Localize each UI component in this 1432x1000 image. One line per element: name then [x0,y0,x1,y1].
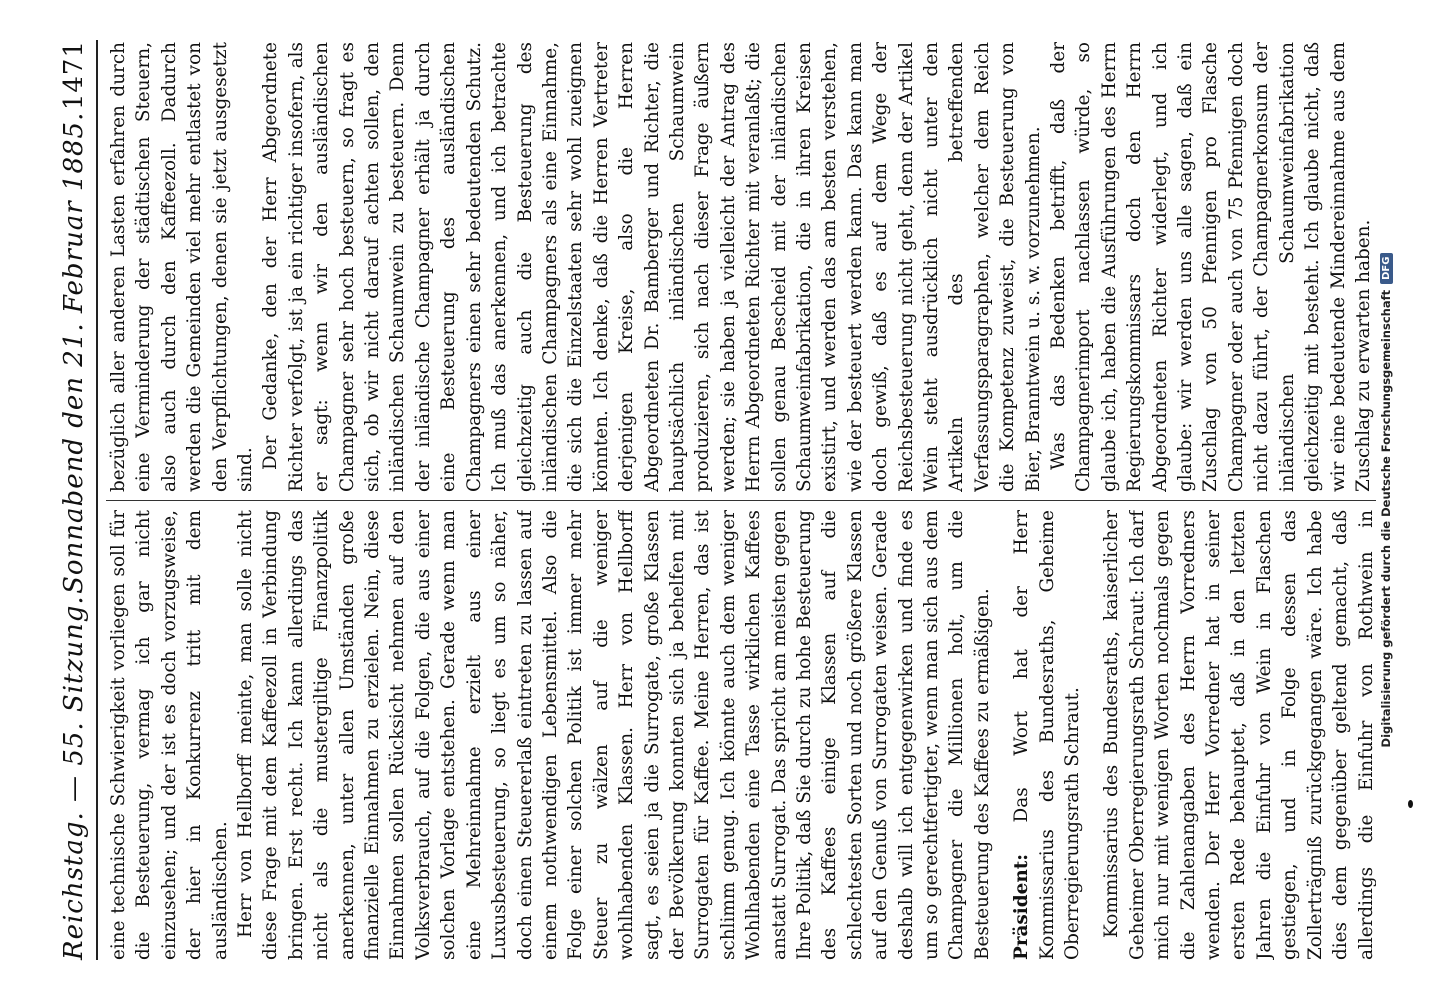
paragraph [106,42,258,492]
speaker-paragraph [1009,510,1085,960]
page-header [54,40,94,960]
right-column [106,42,1376,492]
paragraph-text: bezüglich aller anderen Lasten erfahren durch eine Verminderung der städtischen Steuern, also auch durch den Kaffeezoll. Dadurch werden die Gemeinden viel mehr entlastet von den Verpflichtungen, denen sie jetzt ausgesetzt sind. [108,42,257,492]
speaker-label: Präsident: [1011,854,1033,960]
scanned-page [46,30,1386,970]
column-divider [106,500,1376,501]
paragraph [106,510,233,960]
paragraph [1099,510,1376,960]
paragraph [258,42,1046,492]
scan-speck [1408,800,1413,808]
left-column [106,510,1376,960]
paragraph-gap [995,510,1009,960]
paragraph-text: Der Gedanke, den der Herr Abgeordnete Richter verfolgt, ist ja ein richtiger insofern, als er sagt: wenn wir den ausländischen Champagner sehr hoch besteuern, so fragt es sich, ob wir nicht darauf achten sollen, den inländischen Schaumwein zu besteuern. Denn der inländische Champagner erhält ja durch eine Besteuerung des ausländischen Champagners einen sehr bedeutenden Schutz. Ich muß das anerkennen, und ich betrachte gleichzeitig auch die Besteuerung des inländischen Champagners als eine Einnahme, die sich die Einzelstaaten sehr wohl zueignen könnten. Ich denke, daß die Herren Vertreter derjenigen Kreise, also die Herren Abgeordneten Dr. Bamberger und Richter, die hauptsächlich inländischen Schaumwein produzieren, sich nach dieser Frage äußern werden; sie haben ja vielleicht der Antrag des Herrn Abgeordneten Richter mit veranlaßt; die sollen genau Bescheid mit der inländischen Schaumweinfabrikation, die in ihren Kreisen existirt, und werden das am besten verstehen, wie der besteuert werden kann. Das kann man doch gewiß, daß es auf dem Wege der Reichsbesteuerung nicht geht, denn der Artikel Wein steht ausdrücklich nicht unter den Artikeln des betreffenden Verfassungsparagraphen, welcher dem Reich die Kompetenz zuweist, die Besteuerung von Bier, Branntwein u. s. w. vorzunehmen. [260,42,1044,492]
header-rule [96,40,98,960]
paragraph-text: Was das Bedenken betrifft, daß der Champagnerimport nachlassen würde, so glaube ich, haben die Ausführungen des Herrn Regierungskommissars doch den Herrn Abgeordneten Richter widerlegt, und ich glaube: wir werden uns alle sagen, daß ein Zuschlag von 50 Pfennigen pro Flasche Champagner oder auch von 75 Pfennigen doch nicht dazu führt, der Champagnerkonsum der inländischen Schaumweinfabrikation gleichzeitig mit besteht. Ich glaube nicht, daß wir eine bedeutende Mindereinnahme aus dem Zuschlag zu erwarten haben. [1048,42,1374,492]
header-section: Reichstag. — 55. Sitzung. [59,595,89,960]
digitization-credit [1371,50,1401,950]
paragraph [1046,42,1376,492]
credit-text: Digitalisierung gefördert durch die Deutsche Forschungsgemeinschaft [1379,289,1393,748]
paragraph [233,510,995,960]
paragraph-text: Kommissarius des Bundesraths, kaiserlicher Geheimer Oberregierungsrath Schraut: Ich darf mich nur mit wenigen Worten nochmals gegen die Zahlenangaben des Herrn Vorredners wenden. Der Herr Vorredner hat in seiner ersten Rede behauptet, daß in den letzten Jahren die Einfuhr von Wein in Flaschen gestiegen, und in Folge dessen das Zollerträgniß zurückgegangen wäre. Ich habe dies dem gegenüber geltend gemacht, daß allerdings die Einfuhr von Rothwein in [1101,510,1376,960]
paragraph-text: eine technische Schwierigkeit vorliegen soll für die Besteuerung, vermag ich gar nicht einzusehen; und der ist es doch vorzugsweise, der hier in Konkurrenz tritt mit dem ausländischen. [108,510,231,960]
dfg-logo: DFG [1380,253,1393,284]
header-date: Sonnabend den 21. Februar 1885. [59,111,89,594]
paragraph-text: Das Wort hat der Herr Kommissarius des Bundesraths, Geheime Oberregierungsrath Schraut. [1011,510,1084,960]
paragraph-gap [1085,510,1099,960]
paragraph-text: Herr von Hellborff meinte, man solle nicht diese Frage mit dem Kaffeezoll in Verbindung bringen. Erst recht. Ich kann allerdings das nicht als die mustergiltige Finanzpolitik anerkennen, unter allen Umständen große finanzielle Einnahmen zu erzielen. Nein, diese Einnahmen sollen Rücksicht nehmen auf den Volksverbrauch, auf die Folgen, die aus einer solchen Vorlage entstehen. Gerade wenn man eine Mehreinnahme erzielt aus einer Luxusbesteuerung, so liegt es um so näher, doch einen Steuererlaß eintreten zu lassen auf einem nothwendigen Lebensmittel. Also die Folge einer solchen Politik ist immer mehr Steuer zu wälzen auf die weniger wohlhabenden Klassen. Herr von Hellborff sagt, es seien ja die Surrogate, große Klassen der Bevölkerung konnten sich ja behelfen mit Surrogaten für Kaffee. Meine Herren, das ist schlimm genug. Ich könnte auch dem weniger Wohlhabenden eine Tasse wirklichen Kaffees anstatt Surrogat. Das spricht am meisten gegen Ihre Politik, daß Sie durch zu hohe Besteuerung des Kaffees einige Klassen auf die schlechtesten Sorten und noch größere Klassen auf den Genuß von Surrogaten weisen. Gerade deshalb will ich entgegenwirken und finde es um so gerechtfertigter, wenn man sich aus dem Champagner die Millionen holt, um die Besteuerung des Kaffees zu ermäßigen. [235,510,993,960]
page-number: 1471 [59,40,89,111]
